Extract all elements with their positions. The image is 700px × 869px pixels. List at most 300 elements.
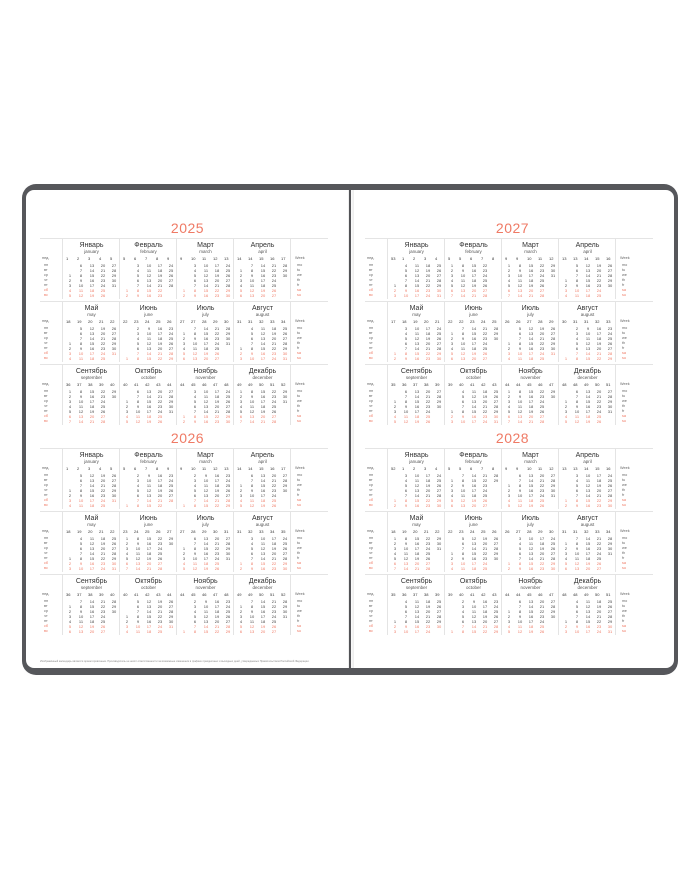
weekday-label-en: fr [297, 556, 300, 560]
day-number: 3 [193, 263, 197, 268]
weekday-label-en: mo [297, 536, 303, 540]
week-number: 42 [145, 592, 150, 597]
week-numbers [388, 319, 445, 325]
day-number: 30 [111, 346, 117, 351]
week-numbers [388, 466, 445, 472]
day-number: 18 [585, 556, 591, 561]
day-number: 29 [225, 414, 231, 419]
day-number: 30 [607, 404, 613, 409]
day-number: 17 [528, 619, 534, 624]
day-number: 28 [493, 473, 499, 478]
day-number: 13 [528, 599, 534, 604]
day-number: 8 [461, 409, 465, 414]
week-header-en: Week [620, 529, 630, 533]
day-number: 9 [79, 346, 83, 351]
day-number: 17 [214, 478, 220, 483]
day-number: 1 [239, 268, 243, 273]
day-number: 20 [425, 341, 431, 346]
day-number: 21 [596, 351, 602, 356]
day-number: 12 [89, 473, 95, 478]
year-title: 2025 [170, 220, 205, 236]
day-number: 10 [403, 293, 409, 298]
day-number: 4 [136, 483, 140, 488]
day-number: 22 [214, 331, 220, 336]
day-number: 9 [518, 488, 522, 493]
week-number: 50 [259, 592, 264, 597]
day-number: 13 [192, 356, 198, 361]
day-number: 10 [471, 604, 477, 609]
weekday-label: чт [44, 614, 48, 618]
day-number: 14 [414, 278, 420, 283]
week-number: 32 [584, 529, 589, 534]
day-number: 11 [249, 404, 255, 409]
left-page [26, 190, 349, 668]
day-number: 12 [403, 556, 409, 561]
week-header-ru: нед. [42, 529, 50, 533]
day-number: 4 [564, 293, 568, 298]
day-number: 17 [214, 263, 220, 268]
day-number: 4 [239, 283, 243, 288]
day-grid [236, 536, 290, 571]
day-number: 7 [250, 599, 254, 604]
day-number: 4 [450, 278, 454, 283]
week-number: 41 [134, 592, 139, 597]
day-number: 21 [214, 326, 220, 331]
day-number: 3 [125, 546, 129, 551]
month-name-en: january [84, 249, 99, 254]
day-grid [65, 473, 119, 508]
month-name-en: may [412, 312, 421, 317]
day-number: 3 [68, 614, 72, 619]
day-number: 28 [539, 419, 545, 424]
weekday-label-en: sa [297, 498, 302, 502]
day-number: 20 [214, 493, 220, 498]
day-number: 17 [414, 409, 420, 414]
weekday-label: ср [369, 609, 374, 613]
day-number: 18 [89, 404, 95, 409]
day-number: 27 [550, 331, 556, 336]
week-number: 7 [145, 256, 148, 261]
day-number: 31 [282, 399, 288, 404]
day-number: 7 [518, 556, 522, 561]
week-header-en: Week [620, 592, 630, 596]
day-number: 30 [225, 293, 231, 298]
weekday-label: ср [44, 546, 49, 550]
day-number: 19 [471, 283, 477, 288]
day-number: 14 [471, 546, 477, 551]
day-number: 6 [193, 493, 197, 498]
day-number: 12 [78, 409, 84, 414]
months-row [365, 238, 653, 299]
weekday-labels-ru [40, 239, 62, 299]
weekday-label: сб [369, 414, 374, 418]
day-number: 22 [100, 341, 106, 346]
day-number: 5 [239, 503, 243, 508]
day-number: 19 [539, 326, 545, 331]
weekday-label-en: th [622, 341, 626, 345]
day-number: 18 [157, 268, 163, 273]
day-number: 12 [517, 283, 523, 288]
day-number: 8 [461, 331, 465, 336]
day-number: 7 [250, 341, 254, 346]
day-number: 28 [271, 419, 277, 424]
month-cell [558, 512, 616, 572]
day-number: 12 [146, 341, 152, 346]
day-number: 27 [607, 488, 613, 493]
day-number: 17 [260, 278, 266, 283]
day-number: 15 [203, 546, 209, 551]
day-number: 2 [68, 609, 72, 614]
day-number: 5 [193, 273, 197, 278]
day-number: 7 [404, 278, 408, 283]
day-number: 19 [585, 561, 591, 566]
month-cell [444, 512, 502, 572]
week-number: 14 [248, 256, 253, 261]
day-grid [236, 599, 290, 634]
day-number: 24 [100, 399, 106, 404]
day-number: 8 [136, 356, 140, 361]
day-number: 15 [414, 399, 420, 404]
week-number: 32 [595, 319, 600, 324]
day-number: 3 [193, 604, 197, 609]
day-grid [236, 473, 290, 508]
day-number: 17 [89, 351, 95, 356]
day-number: 19 [482, 394, 488, 399]
day-number: 23 [100, 561, 106, 566]
day-number: 23 [596, 546, 602, 551]
week-number: 39 [435, 592, 440, 597]
month-cell [176, 365, 234, 425]
day-number: 6 [250, 551, 254, 556]
day-number: 26 [111, 473, 117, 478]
day-number: 25 [436, 478, 442, 483]
day-number: 11 [517, 624, 523, 629]
disclaimer-footer: Изображённый календарь является ориентировочным. Производитель не несёт ответственности за возможные изменения в графике праздничных и выходных дней, утверждаемых Правительством Российской Федерации. [40, 660, 310, 663]
day-number: 29 [225, 629, 231, 634]
day-number: 13 [414, 488, 420, 493]
day-number: 6 [239, 629, 243, 634]
day-number: 10 [78, 498, 84, 503]
weekday-label: вс [369, 566, 373, 570]
day-number: 22 [271, 389, 277, 394]
day-number: 2 [125, 619, 129, 624]
week-number: 35 [391, 382, 396, 387]
week-header-en: Week [295, 256, 305, 260]
day-number: 21 [471, 293, 477, 298]
day-number: 12 [249, 503, 255, 508]
day-number: 11 [146, 483, 152, 488]
day-number: 2 [182, 336, 186, 341]
day-number: 3 [68, 498, 72, 503]
day-number: 12 [249, 288, 255, 293]
day-number: 14 [89, 268, 95, 273]
day-number: 2 [125, 541, 129, 546]
day-number: 19 [214, 614, 220, 619]
day-number: 30 [111, 394, 117, 399]
day-number: 17 [471, 273, 477, 278]
weekday-labels-en [290, 449, 311, 509]
day-number: 28 [550, 336, 556, 341]
day-number: 25 [482, 566, 488, 571]
day-number: 27 [493, 619, 499, 624]
week-header-en: Week [295, 466, 305, 470]
day-number: 29 [282, 483, 288, 488]
day-number: 20 [214, 404, 220, 409]
month-name-ru: Ноябрь [193, 578, 218, 585]
day-number: 10 [460, 419, 466, 424]
day-number: 13 [517, 414, 523, 419]
day-number: 28 [168, 394, 174, 399]
day-number: 27 [214, 356, 220, 361]
week-number: 13 [562, 466, 567, 471]
day-number: 22 [482, 409, 488, 414]
day-number: 13 [89, 546, 95, 551]
week-header-ru: нед. [42, 256, 50, 260]
day-number: 2 [564, 624, 568, 629]
day-number: 16 [89, 394, 95, 399]
week-numbers [234, 466, 291, 472]
week-number: 39 [99, 382, 104, 387]
month-name-en: august [580, 312, 595, 317]
day-number: 17 [260, 493, 266, 498]
day-number: 24 [100, 283, 106, 288]
day-number: 7 [79, 551, 83, 556]
day-number: 15 [528, 263, 534, 268]
weekday-label: ср [369, 483, 374, 487]
day-number: 15 [203, 503, 209, 508]
day-number: 22 [157, 288, 163, 293]
day-number: 30 [282, 351, 288, 356]
day-number: 13 [146, 604, 152, 609]
day-number: 23 [157, 619, 163, 624]
day-number: 9 [193, 336, 197, 341]
day-number: 7 [575, 493, 579, 498]
day-number: 23 [271, 273, 277, 278]
week-number: 48 [573, 592, 578, 597]
day-number: 21 [528, 419, 534, 424]
day-number: 2 [239, 609, 243, 614]
day-number: 18 [596, 478, 602, 483]
weekday-label-en: th [622, 488, 626, 492]
day-number: 15 [203, 629, 209, 634]
day-number: 26 [111, 541, 117, 546]
day-number: 17 [528, 351, 534, 356]
day-number: 21 [482, 624, 488, 629]
day-number: 10 [249, 493, 255, 498]
day-number: 15 [528, 389, 534, 394]
day-number: 11 [403, 414, 409, 419]
day-number: 15 [260, 346, 266, 351]
day-number: 8 [404, 399, 408, 404]
day-number: 27 [436, 273, 442, 278]
day-number: 15 [585, 356, 591, 361]
day-number: 7 [136, 283, 140, 288]
day-number: 15 [260, 561, 266, 566]
day-number: 26 [607, 341, 613, 346]
month-name-ru: Ноябрь [193, 368, 218, 375]
weekday-labels-en [290, 575, 311, 635]
week-number: 42 [481, 382, 486, 387]
day-number: 23 [100, 493, 106, 498]
day-number: 8 [518, 341, 522, 346]
day-number: 7 [79, 336, 83, 341]
day-number: 30 [436, 541, 442, 546]
day-number: 31 [225, 556, 231, 561]
day-number: 4 [575, 336, 579, 341]
day-number: 6 [182, 356, 186, 361]
day-number: 24 [214, 556, 220, 561]
day-number: 23 [482, 268, 488, 273]
week-number: 42 [481, 592, 486, 597]
day-number: 1 [125, 288, 129, 293]
day-number: 6 [193, 404, 197, 409]
day-number: 24 [168, 263, 174, 268]
day-number: 12 [460, 283, 466, 288]
day-number: 11 [249, 619, 255, 624]
day-grid [390, 263, 444, 298]
week-number: 34 [270, 529, 275, 534]
day-number: 29 [436, 283, 442, 288]
month-name-ru: Сентябрь [400, 368, 433, 375]
weekday-labels-en [290, 239, 311, 299]
day-number: 5 [393, 419, 397, 424]
month-name-ru: Июнь [139, 515, 158, 522]
day-grid [561, 473, 615, 508]
day-number: 7 [193, 326, 197, 331]
day-number: 5 [68, 624, 72, 629]
day-number: 8 [575, 498, 579, 503]
week-number: 34 [281, 319, 286, 324]
day-number: 18 [157, 483, 163, 488]
day-number: 10 [192, 341, 198, 346]
day-number: 15 [414, 351, 420, 356]
day-grid [65, 599, 119, 634]
weekday-label: вс [44, 356, 48, 360]
month-cell [119, 449, 177, 509]
day-number: 11 [414, 478, 420, 483]
day-number: 5 [68, 293, 72, 298]
day-number: 18 [146, 551, 152, 556]
day-number: 9 [79, 493, 83, 498]
day-number: 10 [203, 604, 209, 609]
day-number: 13 [146, 278, 152, 283]
day-number: 6 [79, 546, 83, 551]
day-number: 4 [564, 556, 568, 561]
day-number: 8 [404, 351, 408, 356]
month-name-en: april [583, 459, 592, 464]
day-number: 30 [493, 336, 499, 341]
day-number: 2 [564, 503, 568, 508]
day-number: 26 [596, 561, 602, 566]
day-number: 8 [79, 556, 83, 561]
week-number: 44 [180, 382, 185, 387]
day-number: 8 [250, 346, 254, 351]
day-number: 8 [136, 614, 140, 619]
week-number: 39 [99, 592, 104, 597]
day-number: 12 [528, 326, 534, 331]
day-number: 23 [225, 599, 231, 604]
day-number: 15 [260, 604, 266, 609]
weekday-label-en: we [622, 273, 627, 277]
day-number: 12 [89, 541, 95, 546]
day-number: 31 [550, 351, 556, 356]
weekday-label-en: we [297, 273, 302, 277]
day-number: 26 [607, 483, 613, 488]
day-number: 14 [89, 551, 95, 556]
day-grid [122, 326, 176, 361]
week-number: 5 [459, 466, 462, 471]
week-number: 26 [505, 319, 510, 324]
day-number: 4 [182, 561, 186, 566]
weekday-label: ср [44, 483, 49, 487]
day-number: 7 [575, 351, 579, 356]
day-number: 24 [436, 473, 442, 478]
day-number: 1 [239, 389, 243, 394]
weekday-label-en: fr [297, 619, 300, 623]
month-name-en: may [87, 522, 96, 527]
weekday-labels-en [615, 449, 636, 509]
month-name-ru: Апрель [250, 242, 275, 249]
weekday-label: пн [369, 326, 374, 330]
day-number: 24 [271, 614, 277, 619]
day-number: 12 [585, 263, 591, 268]
week-number: 43 [156, 592, 161, 597]
month-name-en: april [258, 249, 267, 254]
day-number: 2 [564, 546, 568, 551]
weekday-label-en: mo [297, 389, 303, 393]
weekday-label-en: th [622, 278, 626, 282]
day-number: 9 [518, 614, 522, 619]
month-name-en: june [144, 312, 153, 317]
day-number: 7 [79, 599, 83, 604]
day-number: 27 [225, 278, 231, 283]
week-number: 52 [281, 382, 286, 387]
week-number: 9 [516, 466, 519, 471]
day-number: 13 [528, 551, 534, 556]
week-number: 15 [595, 256, 600, 261]
month-name-en: september [80, 375, 103, 380]
day-number: 13 [414, 273, 420, 278]
weekday-label: вс [44, 629, 48, 633]
day-number: 27 [607, 268, 613, 273]
day-number: 28 [425, 566, 431, 571]
day-number: 1 [125, 614, 129, 619]
day-number: 2 [136, 473, 140, 478]
day-number: 24 [271, 278, 277, 283]
day-number: 3 [507, 619, 511, 624]
day-number: 4 [404, 599, 408, 604]
week-number: 41 [470, 382, 475, 387]
week-number: 23 [134, 319, 139, 324]
weekday-label: пн [369, 599, 374, 603]
day-number: 5 [182, 566, 186, 571]
day-number: 1 [393, 283, 397, 288]
month-name-en: november [195, 585, 216, 590]
month-cell [501, 302, 559, 362]
week-number: 14 [237, 256, 242, 261]
day-number: 25 [100, 404, 106, 409]
day-number: 28 [111, 483, 117, 488]
day-number: 31 [607, 409, 613, 414]
day-number: 12 [203, 614, 209, 619]
day-number: 16 [157, 326, 163, 331]
day-number: 2 [393, 624, 397, 629]
day-number: 21 [100, 336, 106, 341]
day-number: 22 [425, 498, 431, 503]
day-number: 1 [393, 619, 397, 624]
day-number: 1 [182, 629, 186, 634]
day-number: 10 [78, 614, 84, 619]
